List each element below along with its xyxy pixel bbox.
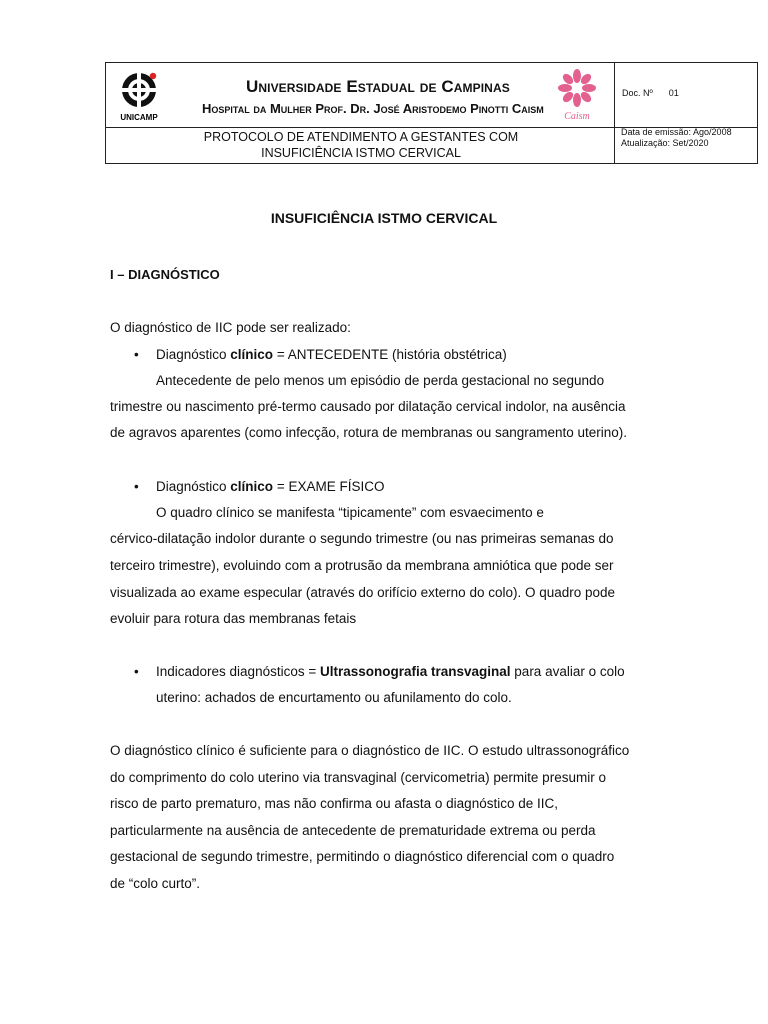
- bullet-item-exame-fisico: Diagnóstico clínico = EXAME FÍSICO: [156, 479, 385, 494]
- update-date: Atualização: Set/2020: [621, 138, 709, 148]
- bullet-icon: •: [134, 479, 139, 494]
- document-dates: [621, 127, 732, 149]
- section-heading: I – DIAGNÓSTICO: [110, 267, 220, 282]
- paragraph-line: O quadro clínico se manifesta “tipicamente” com esvaecimento e: [156, 505, 544, 520]
- paragraph-line: gestacional de segundo trimestre, permitindo o diagnóstico diferencial com o quadro: [110, 849, 615, 864]
- document-title: INSUFICIÊNCIA ISTMO CERVICAL: [270, 210, 498, 226]
- doc-number-value: 01: [668, 88, 679, 98]
- bullet-icon: •: [134, 347, 139, 362]
- paragraph-line: particularmente na ausência de antecedente de prematuridade extrema ou perda: [110, 823, 596, 838]
- protocol-title-line2: INSUFICIÊNCIA ISTMO CERVICAL: [261, 146, 461, 160]
- document-header: [105, 62, 758, 164]
- bullet-item-antecedente: Diagnóstico clínico = ANTECEDENTE (história obstétrica): [156, 347, 507, 362]
- paragraph-line: Antecedente de pelo menos um episódio de perda gestacional no segundo: [156, 373, 605, 388]
- caism-flower-icon: [554, 67, 600, 123]
- university-name: Universidade Estadual de Campinas: [246, 77, 510, 96]
- paragraph-line: do comprimento do colo uterino via transvaginal (cervicometria) permite presumir o: [110, 770, 606, 785]
- emission-date: Data de emissão: Ago/2008: [621, 127, 732, 137]
- paragraph-line: trimestre ou nascimento pré-termo causado por dilatação cervical indolor, na ausência: [110, 399, 626, 414]
- paragraph-line: risco de parto prematuro, mas não confirma ou afasta o diagnóstico de IIC,: [110, 796, 558, 811]
- paragraph-line: visualizada ao exame especular (através do orifício externo do colo). O quadro pode: [110, 585, 616, 600]
- paragraph-line: evoluir para rotura das membranas fetais: [110, 611, 357, 626]
- paragraph-line: de “colo curto”.: [110, 876, 201, 891]
- doc-number-label: Doc. Nº: [622, 88, 653, 98]
- header-divider-vertical: [614, 63, 615, 163]
- intro-text: O diagnóstico de IIC pode ser realizado:: [110, 320, 351, 335]
- unicamp-logo-text: UNICAMP: [120, 113, 158, 122]
- unicamp-logo-icon: [116, 69, 162, 123]
- paragraph-line: uterino: achados de encurtamento ou afunilamento do colo.: [156, 690, 512, 705]
- doc-number: [622, 88, 679, 98]
- bullet-item-indicadores: Indicadores diagnósticos = Ultrassonografia transvaginal para avaliar o colo: [156, 664, 625, 679]
- hospital-name: Hospital da Mulher Prof. Dr. José Aristodemo Pinotti Caism: [202, 101, 544, 116]
- bullet-icon: •: [134, 664, 139, 679]
- paragraph-line: O diagnóstico clínico é suficiente para o diagnóstico de IIC. O estudo ultrassonográfico: [110, 743, 630, 758]
- protocol-title-line1: PROTOCOLO DE ATENDIMENTO A GESTANTES COM: [203, 130, 519, 144]
- paragraph-line: cérvico-dilatação indolor durante o segundo trimestre (ou nas primeiras semanas do: [110, 531, 614, 546]
- caism-logo-text: Caism: [564, 111, 590, 122]
- protocol-title: [166, 129, 556, 161]
- paragraph-line: de agravos aparentes (como infecção, rotura de membranas ou sangramento uterino).: [110, 425, 628, 440]
- paragraph-line: terceiro trimestre), evoluindo com a protrusão da membrana amniótica que pode ser: [110, 558, 614, 573]
